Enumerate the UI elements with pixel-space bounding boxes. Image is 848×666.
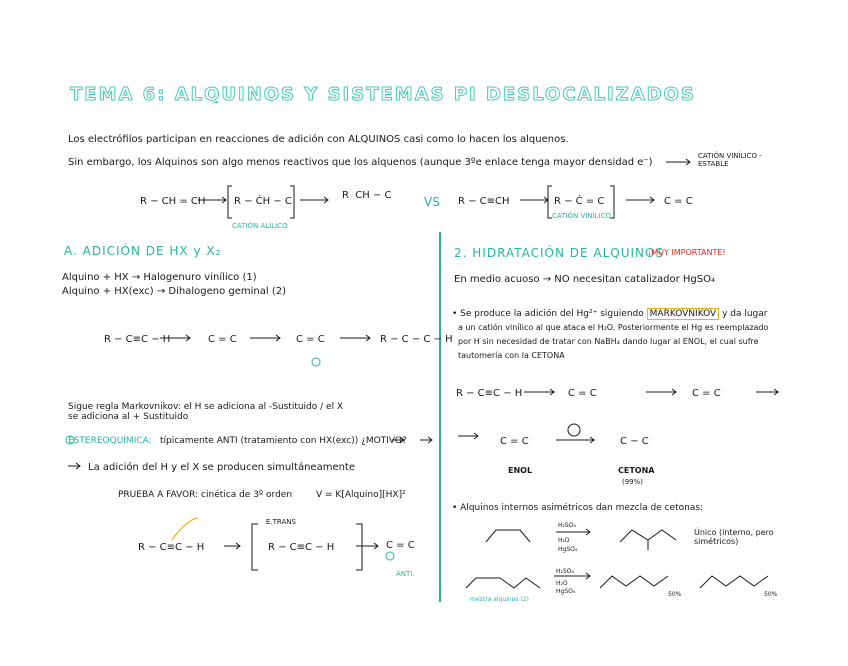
section-a-title: A. ADICIÓN DE HX y X₂ — [64, 244, 222, 258]
markovnikov-highlight: MARKOVNIKOV — [647, 308, 720, 320]
stereo-label: ESTEREOQUÍMICA: — [68, 436, 152, 446]
hydration-reactant: R − C≡C − H — [456, 388, 523, 399]
simultaneous-note: La adición del H y el X se producen simultáneamente — [88, 462, 356, 473]
mixture-label: mezcla alquinos (2) — [470, 596, 529, 603]
bullet-1-line-2: a un catión vinílico al que ataca el H₂O. Posteriormente el Hg es reemplazado — [458, 323, 769, 332]
bullet-1-text: Se produce la adición del Hg²⁺ siguiendo — [460, 309, 644, 319]
vinyl-halide-2: C = C — [296, 334, 325, 345]
enol-structure: C = C — [500, 436, 529, 447]
reagent-hgso4-1: HgSO₄ — [558, 546, 578, 553]
cation-allylic: R − ĊH − C — [234, 196, 292, 207]
bullet-1-end: y da lugar — [722, 309, 768, 319]
section-b-title: 2. HIDRATACIÓN DE ALQUINOS — [454, 246, 665, 260]
bullet-2-text: Alquinos internos asimétricos dan mezcla de cetonas: — [460, 503, 704, 513]
ketone-structure: C − C — [620, 436, 649, 447]
important-tag: ¡MUY IMPORTANTE! — [648, 248, 726, 257]
alkyne-reactant: R − C≡CH — [458, 196, 510, 207]
hg-intermediate: C = C — [568, 388, 597, 399]
hydration-bullet-1: • Se produce la adición del Hg²⁺ siguiendo MARKOVNIKOV y da lugar — [452, 309, 768, 319]
intro-line-2: Sin embargo, los Alquinos son algo menos reactivos que los alquenos (aunque 3ºe enlace tenga mayor densidad e⁻) — [68, 157, 653, 168]
bullet-1-line-4: tautomería con la CETONA — [458, 351, 565, 360]
cation-vinylic: R − Ċ = C — [554, 196, 605, 207]
reagent-h2o-2: H₂O — [556, 580, 568, 587]
section-a-line-2: Alquino + HX(exc) → Dihalogeno geminal (2) — [62, 286, 286, 297]
vinyl-halide: C = C — [208, 334, 237, 345]
ts-label: E.TRANS — [266, 518, 296, 526]
geminal-dihalide: R − C − C − H — [380, 334, 453, 345]
vs-label: VS — [424, 195, 440, 209]
anti-label: ANTI. — [396, 570, 415, 578]
markov-rule: Sigue regla Markovnikov: el H se adiciona al -Sustituido / el X se adiciona al + Sustituido — [68, 402, 344, 422]
cation-label-right: CATIÓN VINÍLICO — [552, 212, 611, 220]
cetona-label: CETONA — [618, 466, 655, 475]
anti-reactant: R − C≡C − H — [138, 542, 205, 553]
hydration-bullet-2: • Alquinos internos asimétricos dan mezcla de cetonas: — [452, 503, 704, 513]
reagent-hgso4-2: HgSO₄ — [556, 588, 576, 595]
section-a-line-1: Alquino + HX → Halogenuro vinílico (1) — [62, 272, 257, 283]
cetona-percent: (99%) — [622, 478, 644, 486]
rate-law: V = K[Alquino][HX]² — [316, 490, 406, 500]
hg-intermediate-2: C = C — [692, 388, 721, 399]
percent-2: 50% — [764, 591, 778, 598]
transition-state: R − C≡C − H — [268, 542, 335, 553]
cation-note: CATIÓN VINÍLICO -ESTABLE — [698, 152, 762, 168]
cation-label-left: CATIÓN ALÍLICO — [232, 222, 288, 230]
reagent-h2o-1: H₂O — [558, 537, 570, 544]
alkene-reactant: R − CH = CH — [140, 196, 206, 207]
page-title: TEMA 6: ALQUINOS Y SISTEMAS PI DESLOCALIZADOS — [70, 84, 696, 105]
unico-note: Único (interno, pero simétricos) — [694, 528, 774, 546]
enol-label: ENOL — [508, 466, 533, 475]
percent-1: 50% — [668, 591, 682, 598]
product-left: R CH − C — [342, 190, 392, 201]
product-right: C = C — [664, 196, 693, 207]
reagent-h2so4-2: H₂SO₄ — [556, 568, 574, 575]
stereo-text: típicamente ANTI (tratamiento con HX(exc)) ¿MOTIVO? — [160, 436, 407, 446]
anti-product: C = C — [386, 540, 415, 551]
alkyne-hx-reactant: R − C≡C − H — [104, 334, 171, 345]
section-b-line-1: En medio acuoso → NO necesitan catalizador HgSO₄ — [454, 274, 715, 285]
proof-note: PRUEBA A FAVOR: cinética de 3º orden — [118, 490, 293, 500]
intro-line-1: Los electrófilos participan en reacciones de adición con ALQUINOS casi como lo hacen los alquenos. — [68, 134, 569, 145]
reagent-h2so4-1: H₂SO₄ — [558, 522, 576, 529]
bullet-1-line-3: por H sin necesidad de tratar con NaBH₄ dando lugar al ENOL, el cual sufre — [458, 337, 759, 346]
